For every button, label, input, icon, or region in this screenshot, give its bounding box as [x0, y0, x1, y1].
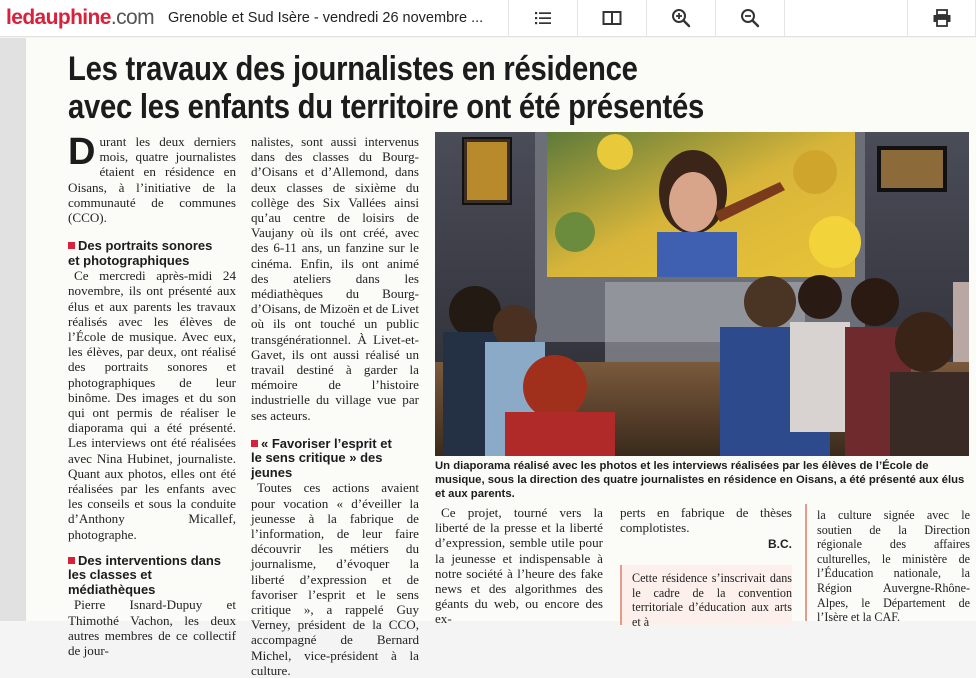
subheading-interventions: [68, 554, 236, 598]
paragraph: Pierre Isnard-Dupuy et Thimothé Vachon, les deux autres membres de ce collectif de jour-: [68, 597, 236, 658]
article-photo[interactable]: [435, 132, 969, 456]
toolbar: [0, 0, 976, 37]
zoom-in-icon: [671, 8, 691, 28]
zoom-out-button[interactable]: [715, 0, 784, 36]
intro-paragraph: [68, 131, 236, 226]
paragraph: nalistes, sont aussi intervenus dans des classes du Bourg-d’Oisans et d’Allemond, dans deux classes de sixième du collège des Six Vallées ainsi qu’au centre de loisirs de Vaujany où ils ont créé, avec des 6-11 ans, un fanzine sur le cinéma. Enfin, ils ont animé des ateliers dans les médiathèques du Bourg-d’Oisans, de Mizoën et de Livet où ils ont touché un public transgénérationnel. À Livet-et-Gavet, ils ont aussi réalisé un travail destiné à garder la mémoire de l’histoire industrielle du village vue par ses acteurs.: [251, 134, 419, 423]
subheading-text: « Favoriser l’esprit et: [261, 435, 392, 451]
article-column-2: [251, 134, 419, 678]
subheading-text: Des interventions dans: [78, 552, 222, 568]
subheading-text: les classes et médiathèques: [68, 567, 156, 597]
list-icon: [534, 10, 552, 26]
book-icon: [602, 10, 622, 26]
zoom-out-icon: [740, 8, 760, 28]
subheading-portraits: [68, 239, 236, 268]
paragraph: Ce projet, tourné vers la liberté de la presse et la liberté d’expression, semble utile pour la jeunesse et indispensable à notre société à l’heure des fake news et des algorithmes des géants du web, ou encore des ex-: [435, 505, 603, 627]
photo-caption: Un diaporama réalisé avec les photos et les interviews réalisées par les élèves de l’École de musique, sous la direction des quatre journalistes en résidence en Oisans, a été présenté aux élus et aux parents.: [435, 460, 965, 500]
article-column-1: [68, 131, 236, 658]
headline-line-2: avec les enfants du territoire ont été présentés: [68, 88, 704, 126]
author-signature: B.C.: [768, 537, 792, 552]
page-view-button[interactable]: [577, 0, 646, 36]
intro-text: urant les deux derniers mois, quatre journalistes étaient en résidence en Oisans, à l’initiative de la communauté de communes (CCO).: [68, 134, 236, 226]
page-margin: [0, 38, 26, 621]
drop-cap: D: [68, 131, 96, 173]
subheading-text: Des portraits sonores: [78, 238, 213, 254]
subheading-esprit-critique: [251, 437, 419, 481]
edition-title: Grenoble et Sud Isère - vendredi 26 novembre ...: [168, 10, 484, 26]
article-headline: [68, 50, 825, 126]
zoom-in-button[interactable]: [646, 0, 715, 36]
photo-scene: [435, 132, 969, 456]
paragraph: perts en fabrique de thèses complotistes.: [620, 505, 792, 536]
print-button[interactable]: [907, 0, 976, 36]
logo-brand: ledauphine: [6, 6, 111, 29]
paragraph: Toutes ces actions avaient pour vocation « d’éveiller la jeunesse à la fabrique de l’information, de leur faire découvrir les métiers du journalisme, d’évoquer la liberté d’expression et de favoriser l’esprit et le sens critique », a rappelé Guy Verney, président de la CCO, accompagné de Bernard Michel, vice-président à la culture.: [251, 480, 419, 678]
subheading-text: et photographiques: [68, 252, 190, 268]
toolbar-spacer: [784, 0, 907, 36]
article-column-4: [620, 505, 792, 553]
paragraph: Ce mercredi après-midi 24 novembre, ils ont présenté aux élus et aux parents les travaux réalisés avec les élèves de l’École de musique. Avec eux, les élèves, par deux, ont réalisé des portraits sonores et photographiques de leur binôme. Des images et du son qui ont permis de réaliser le diaporama qui a été présenté. Les interviews ont été réalisées avec Nina Hubinet, journaliste. Quant aux photos, elles ont été réalisées par les enfants avec les conseils et sous la conduite d’Anthony Micallef, photographe.: [68, 268, 236, 542]
bullet-square-icon: [68, 557, 75, 564]
article-column-3: [435, 505, 603, 627]
newspaper-page[interactable]: [26, 38, 976, 678]
info-box-part-1: Cette résidence s’inscrivait dans le cadre de la convention territoriale d’éducation aux arts et à: [620, 565, 792, 625]
bullet-square-icon: [251, 440, 258, 447]
list-button[interactable]: [508, 0, 577, 36]
subheading-text: le sens critique » des jeunes: [251, 450, 383, 480]
headline-line-1: Les travaux des journalistes en résidence: [68, 50, 638, 88]
logo-tld: .com: [110, 6, 154, 29]
site-logo[interactable]: [0, 0, 160, 36]
info-box-part-2: la culture signée avec le soutien de la Direction régionale des affaires culturelles, le ministère de l’Éducation nationale, la Région Auvergne-Rhône-Alpes, le Département de l’Isère et la CAF.: [805, 504, 970, 621]
bullet-square-icon: [68, 242, 75, 249]
print-icon: [932, 9, 952, 27]
